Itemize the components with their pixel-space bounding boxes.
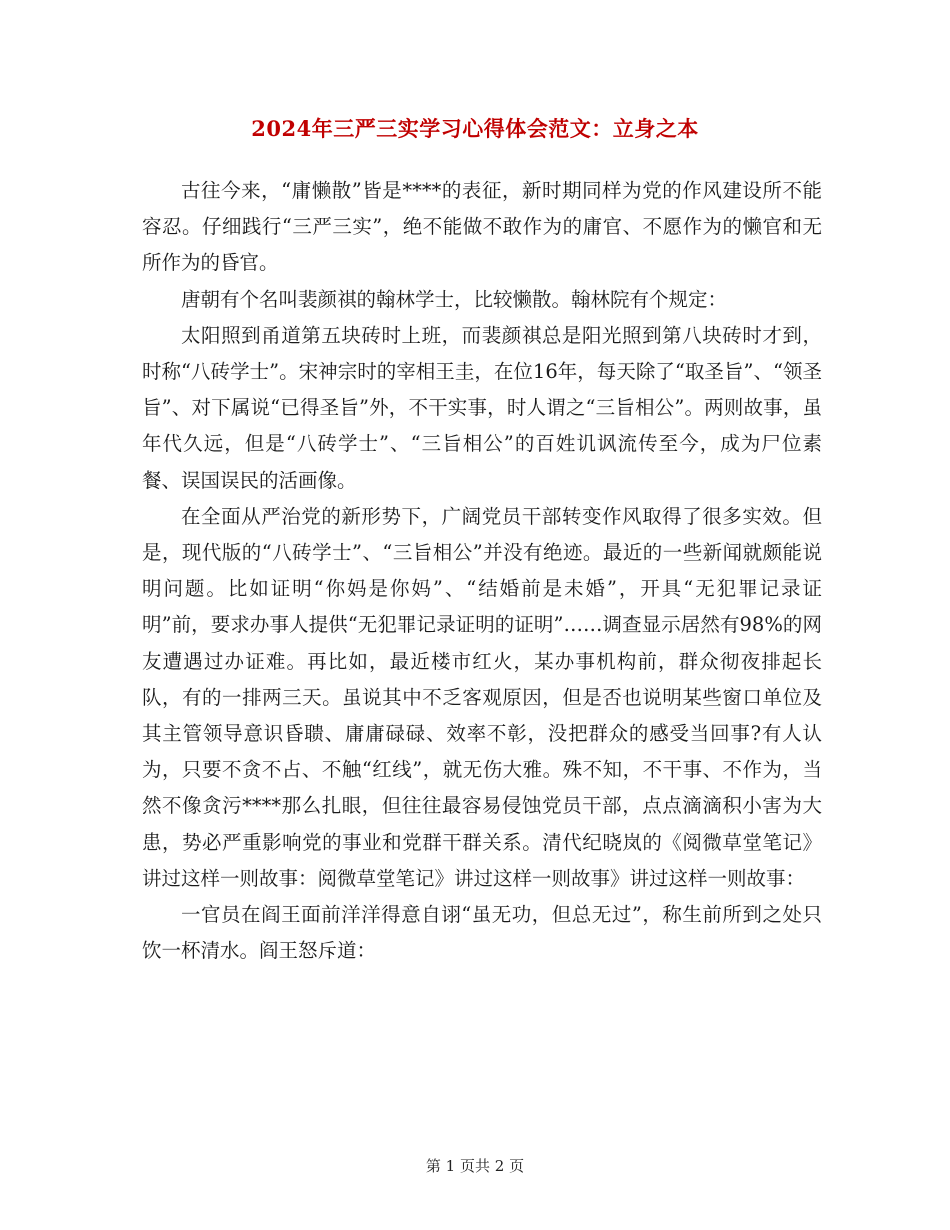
paragraph-2: 唐朝有个名叫裴颜祺的翰林学士，比较懒散。翰林院有个规定： [181,287,728,311]
paragraph-5: 一官员在阎王面前洋洋得意自诩“虽无功，但总无过”，称生前所到之处只饮一杯清水。阎王怒斥道： [142,903,822,963]
paragraph-3: 太阳照到甬道第五块砖时上班，而裴颜祺总是阳光照到第八块砖时才到，时称“八砖学士”。宋神宗时的宰相王圭，在位16年，每天除了“取圣旨”、“领圣旨”、对下属说“已得圣旨”外，不干实事，时人谓之“三旨相公”。两则故事，虽年代久远，但是“八砖学士”、“三旨相公”的百姓讥讽流传至今，成为尸位素餐、误国误民的活画像。 [142,323,822,492]
page-footer: 第 1 页共 2 页 [425,1157,525,1175]
paragraph-4: 在全面从严治党的新形势下，广阔党员干部转变作风取得了很多实效。但是，现代版的“八砖学士”、“三旨相公”并没有绝迹。最近的一些新闻就颇能说明问题。比如证明“你妈是你妈”、“结婚前是未婚”，开具“无犯罪记录证明”前，要求办事人提供“无犯罪记录证明的证明”……调查显示居然有98%的网友遭遇过办证难。再比如，最近楼市红火，某办事机构前，群众彻夜排起长队，有的一排两三天。虽说其中不乏客观原因，但是否也说明某些窗口单位及其主管领导意识昏聩、庸庸碌碌、效率不彰，没把群众的感受当回事?有人认为，只要不贪不占、不触“红线”，就无伤大雅。殊不知，不干事、不作为，当然不像贪污****那么扎眼，但往往最容易侵蚀党员干部，点点滴滴积小害为大患，势必严重影响党的事业和党群干群关系。清代纪晓岚的《阅微草堂笔记》讲过这样一则故事：阅微草堂笔记》讲过这样一则故事》讲过这样一则故事： [142,504,822,890]
document-title: 2024年三严三实学习心得体会范文：立身之本 [251,116,699,141]
paragraph-1: 古往今来，“庸懒散”皆是****的表征，新时期同样为党的作风建设所不能容忍。仔细践行“三严三实”，绝不能做不敢作为的庸官、不愿作为的懒官和无所作为的昏官。 [142,179,822,275]
document-body [142,173,822,969]
